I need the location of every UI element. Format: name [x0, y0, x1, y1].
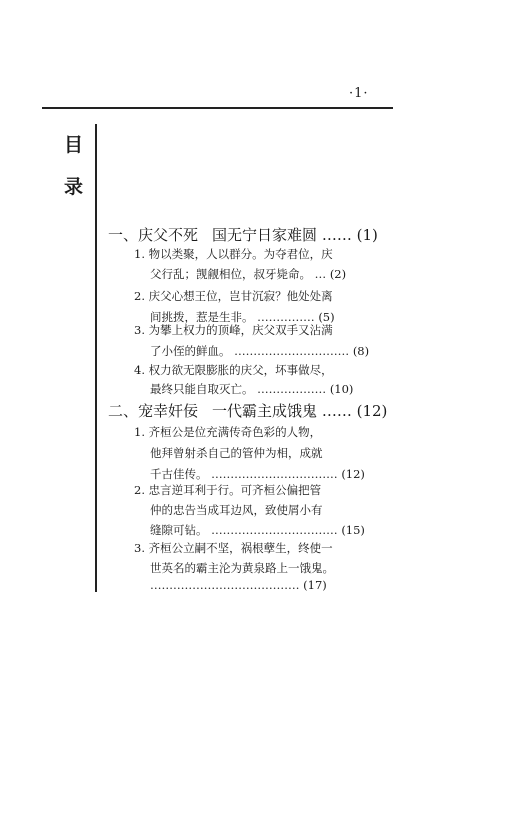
section-1-1-line-2[interactable] [150, 266, 346, 282]
section-1-3-text: 了小侄的鲜血。 [150, 344, 231, 358]
section-2-3-line-3[interactable] [150, 578, 327, 592]
section-2-1-line-1[interactable]: 1. 齐桓公是位充满传奇色彩的人物， [134, 425, 322, 439]
toc-title-char-1: 目 [64, 134, 84, 156]
section-2-2-page: (15) [341, 523, 365, 537]
section-2-2-line-3[interactable] [150, 522, 365, 538]
chapter-2-title-b: 一代霸主成饿鬼 [212, 402, 318, 420]
section-2-2-line-1[interactable]: 2. 忠言逆耳利于行。可齐桓公偏把管 [134, 483, 322, 497]
section-1-4-dots: ……………… [257, 382, 327, 396]
section-2-1-text: 千古佳传。 [150, 467, 208, 481]
section-2-3-dots: ………………………………… [150, 578, 300, 592]
section-1-3-line-1[interactable]: 3. 为攀上权力的顶峰，庆父双手又沾满 [134, 323, 333, 337]
section-1-1-line-1[interactable]: 1. 物以类聚，人以群分。为夺君位，庆 [134, 247, 333, 261]
section-1-4-line-1[interactable]: 4. 权力欲无限膨胀的庆父，坏事做尽， [134, 363, 333, 377]
toc-title-char-2: 录 [64, 176, 84, 198]
section-2-2-dots: …………………………… [211, 523, 338, 537]
section-1-4-page: (10) [329, 382, 354, 396]
section-1-2-text: 间挑拨，惹是生非。 [150, 310, 254, 324]
section-2-2-line-2[interactable]: 仲的忠告当成耳边风，致使屑小有 [150, 503, 323, 517]
chapter-1-heading[interactable] [108, 224, 378, 245]
section-1-4-line-2[interactable] [150, 381, 353, 397]
section-1-2-dots: …………… [257, 310, 315, 324]
section-1-2-line-1[interactable]: 2. 庆父心想王位，岂甘沉寂？他处处离 [134, 289, 333, 303]
section-1-1-text: 父行乱；觊觎相位，叔牙毙命。 [150, 267, 311, 281]
section-2-3-line-1[interactable]: 3. 齐桓公立嗣不坚，祸根孽生，终使一 [134, 541, 333, 555]
chapter-2-page: (12) [356, 402, 388, 420]
section-2-1-dots: …………………………… [211, 467, 338, 481]
section-2-1-line-2[interactable]: 他拜曾射杀自己的管仲为相，成就 [150, 446, 323, 460]
section-1-3-page: (8) [352, 344, 370, 358]
section-1-3-line-2[interactable] [150, 343, 369, 359]
toc-vertical-rule [95, 124, 97, 592]
section-2-3-page: (17) [303, 578, 327, 592]
section-2-3-line-2[interactable]: 世英名的霸主沦为黄泉路上一饿鬼。 [150, 561, 334, 575]
section-1-4-text: 最终只能自取灭亡。 [150, 382, 254, 396]
section-1-1-dots: … [314, 267, 327, 281]
section-1-1-page: (2) [329, 267, 347, 281]
chapter-1-dots: …… [321, 226, 352, 244]
page-number: ·1· [349, 86, 369, 101]
header-rule [42, 107, 393, 109]
chapter-1-title-b: 国无宁日家难圆 [212, 226, 318, 244]
chapter-2-dots: …… [321, 402, 352, 420]
section-1-3-dots: ………………………… [234, 344, 350, 358]
chapter-1-page: (1) [356, 226, 378, 244]
chapter-2-title-a: 二、宠幸奸佞 [108, 402, 199, 420]
section-2-2-text: 缝隙可钻。 [150, 523, 208, 537]
section-1-2-page: (5) [318, 310, 335, 324]
section-2-1-page: (12) [341, 467, 365, 481]
section-2-1-line-3[interactable] [150, 466, 365, 482]
chapter-1-title-a: 一、庆父不死 [108, 226, 199, 244]
chapter-2-heading[interactable] [108, 400, 387, 421]
